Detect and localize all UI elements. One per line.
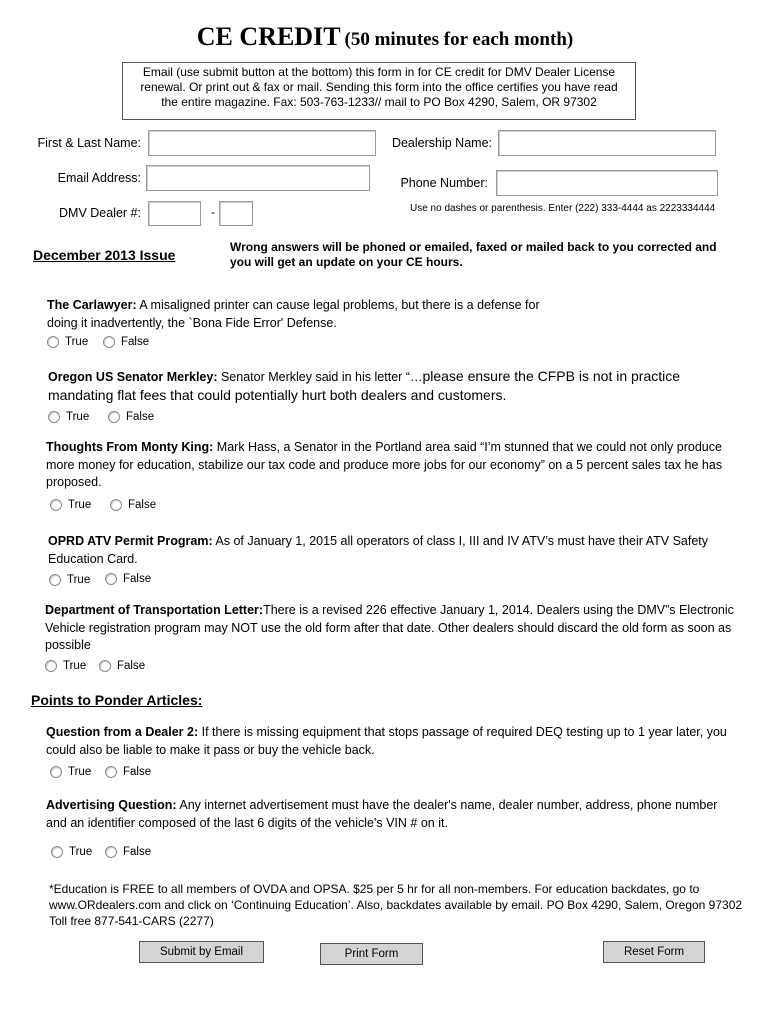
page-title <box>0 22 770 52</box>
answer-label: True <box>67 574 91 586</box>
answer-true[interactable] <box>45 660 86 672</box>
print-form-button[interactable]: Print Form <box>320 943 423 965</box>
question-title: Advertising Question: <box>46 798 177 812</box>
radio-button[interactable] <box>105 766 117 778</box>
dmv-dealer-input-1[interactable] <box>148 201 201 226</box>
answer-true[interactable] <box>48 411 89 423</box>
instructions-line: renewal. Or print out & fax or mail. Sending this form into the office certifies you have read <box>140 80 618 94</box>
name-label: First & Last Name: <box>37 136 141 150</box>
answer-false[interactable] <box>108 411 154 423</box>
question-title: Oregon US Senator Merkley: <box>48 370 218 384</box>
dmv-dealer-input-2[interactable] <box>219 201 253 226</box>
answer-false[interactable] <box>99 660 145 672</box>
email-label: Email Address: <box>57 171 141 185</box>
phone-hint: Use no dashes or parenthesis. Enter (222) 333-4444 as 2223334444 <box>410 203 716 214</box>
question-title: Department of Transportation Letter: <box>45 603 264 617</box>
question-text: As of January 1, 2015 all operators of class I, III and IV ATV’s must have their ATV Safety Education Card. <box>48 534 709 566</box>
question-6 <box>46 724 736 759</box>
question-text: If there is missing equipment that stops passage of required DEQ testing up to 1 year later, you could also be liable to make it pass or buy the vehicle back. <box>46 725 727 757</box>
radio-button[interactable] <box>105 573 117 585</box>
name-input[interactable] <box>148 130 376 156</box>
question-2 <box>48 368 698 405</box>
answer-label: True <box>63 660 87 672</box>
issue-heading: December 2013 Issue <box>33 247 176 263</box>
instructions-line: the entire magazine. Fax: 503-763-1233// mail to PO Box 4290, Salem, OR 97302 <box>161 95 597 109</box>
question-text: A misaligned printer can cause legal problems, but there is a defense for doing it inadvertently, the `Bona Fide Error' Defense. <box>47 298 540 330</box>
radio-button[interactable] <box>50 499 62 511</box>
radio-button[interactable] <box>105 846 117 858</box>
answer-true[interactable] <box>51 846 92 858</box>
phone-input[interactable] <box>496 170 718 196</box>
answer-true[interactable] <box>49 574 90 586</box>
answer-label: True <box>65 336 89 348</box>
answer-true[interactable] <box>50 499 91 511</box>
submit-by-email-button[interactable]: Submit by Email <box>139 941 264 963</box>
ponder-heading: Points to Ponder Articles: <box>31 692 203 708</box>
question-text: There is a revised 226 effective January 1, 2014. Dealers using the DMV”s Electronic Vehicle registration program may NOT use the old form after that date. Other dealers should discard the old form as soon as possible <box>45 603 734 652</box>
radio-button[interactable] <box>51 846 63 858</box>
answer-label: False <box>123 846 152 858</box>
reset-form-button[interactable]: Reset Form <box>603 941 705 963</box>
question-1 <box>47 297 567 332</box>
answer-true[interactable] <box>50 766 91 778</box>
dmv-separator: - <box>211 205 215 219</box>
answer-false[interactable] <box>103 336 149 348</box>
title-main: CE CREDIT <box>196 22 341 51</box>
answer-false[interactable] <box>105 766 151 778</box>
answer-false[interactable] <box>105 846 151 858</box>
answer-label: False <box>117 660 146 672</box>
answer-label: False <box>128 499 157 511</box>
answer-label: True <box>69 846 93 858</box>
answer-label: True <box>66 411 90 423</box>
answer-label: False <box>123 573 152 585</box>
answer-false[interactable] <box>105 573 151 585</box>
question-text: Senator Merkley said in his letter “… <box>217 370 423 384</box>
radio-button[interactable] <box>49 574 61 586</box>
radio-button[interactable] <box>110 499 122 511</box>
title-sub: (50 minutes for each month) <box>344 29 574 50</box>
answer-label: False <box>126 411 155 423</box>
question-5 <box>45 602 735 655</box>
question-title: Thoughts From Monty King: <box>46 440 214 454</box>
question-text-large: please ensure the CFPB is not in practice mandating flat fees that could potentially hurt both dealers and customers. <box>48 368 681 403</box>
instructions-line: Email (use submit button at the bottom) this form in for CE credit for DMV Dealer License <box>142 65 616 79</box>
answer-false[interactable] <box>110 499 156 511</box>
answer-label: True <box>68 499 92 511</box>
radio-button[interactable] <box>47 336 59 348</box>
radio-button[interactable] <box>48 411 60 423</box>
question-text: Any internet advertisement must have the dealer's name, dealer number, address, phone number and an identifier composed of the last 6 digits of the vehicle's VIN # on it. <box>46 798 718 830</box>
dmv-dealer-label: DMV Dealer #: <box>59 206 141 220</box>
dealership-input[interactable] <box>498 130 716 156</box>
radio-button[interactable] <box>108 411 120 423</box>
question-7 <box>46 797 726 832</box>
radio-button[interactable] <box>99 660 111 672</box>
radio-button[interactable] <box>50 766 62 778</box>
question-3 <box>46 439 728 492</box>
question-title: OPRD ATV Permit Program: <box>48 534 213 548</box>
phone-label: Phone Number: <box>400 176 488 190</box>
dealership-label: Dealership Name: <box>391 136 492 150</box>
question-title: Question from a Dealer 2: <box>46 725 199 739</box>
question-title: The Carlawyer: <box>47 298 137 312</box>
question-text: Mark Hass, a Senator in the Portland area said “I’m stunned that we could not only produce more money for education, stabilize our tax code and produce more jobs for our economy” on a 5 percent sales tax he has proposed. <box>46 440 723 489</box>
radio-button[interactable] <box>45 660 57 672</box>
answer-label: False <box>123 766 152 778</box>
wrong-answers-note: Wrong answers will be phoned or emailed, faxed or mailed back to you corrected and you will get an update on your CE hours. <box>230 240 717 269</box>
answer-label: False <box>121 336 150 348</box>
radio-button[interactable] <box>103 336 115 348</box>
education-note: *Education is FREE to all members of OVDA and OPSA. $25 per 5 hr for all non-members. For education backdates, go to www.ORdealers.com and click on ‘Continuing Education’. Also, backdates available by email. PO Box 4290, Salem, Oregon 97302 Toll free 877-541-CARS (2277) <box>49 882 743 928</box>
email-input[interactable] <box>146 165 370 191</box>
answer-true[interactable] <box>47 336 88 348</box>
answer-label: True <box>68 766 92 778</box>
instructions-box <box>122 62 636 120</box>
question-4 <box>48 533 730 568</box>
